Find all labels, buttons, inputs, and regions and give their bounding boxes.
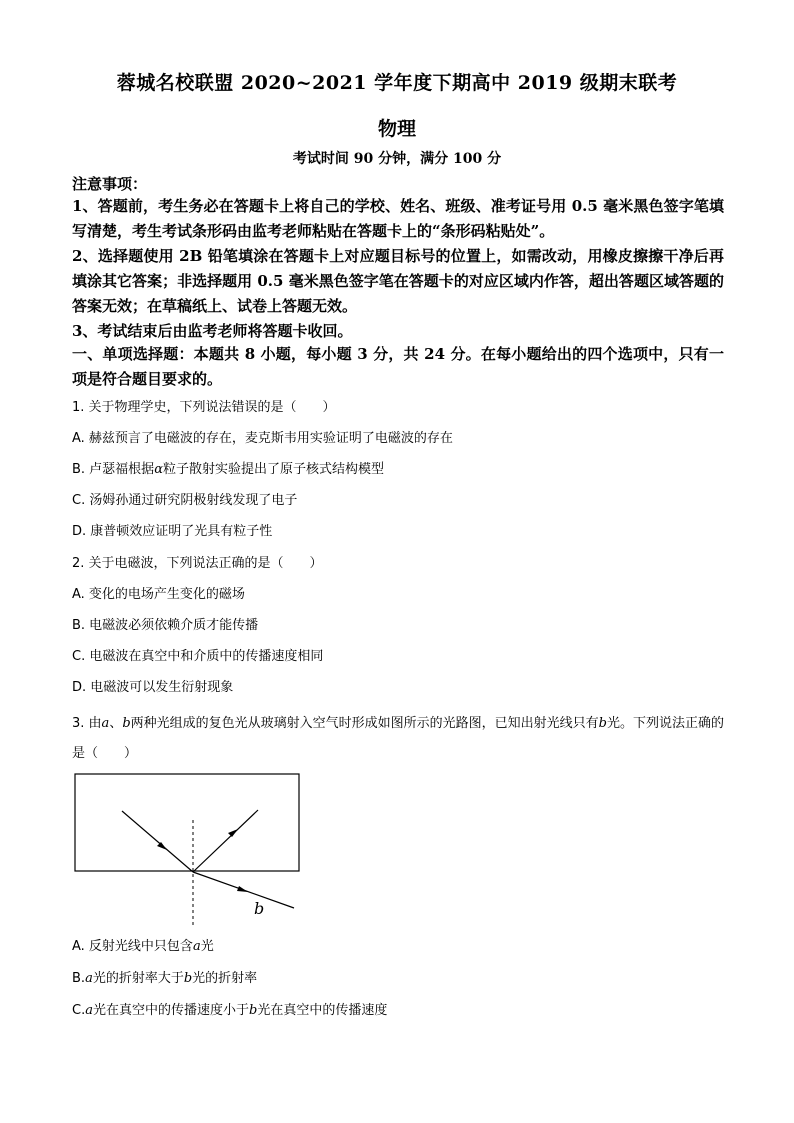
q3-stem-part: 光。下列说法正确的是（ ）	[72, 716, 725, 761]
q3-stem-part: 两种光组成的复色光从玻璃射入空气时形成如图所示的光路图，已知出射光线只有	[130, 716, 599, 731]
q1-option-c: C. 汤姆孙通过研究阴极射线发现了电子	[72, 493, 298, 508]
exam-title: 蓉城名校联盟 2020~2021 学年度下期高中 2019 级期末联考	[116, 72, 678, 94]
q3-option-b-mid: 光的折射率大于	[92, 971, 184, 986]
q3-option-a-post: 光	[200, 939, 214, 954]
note-item: 1、答题前，考生务必在答题卡上将自己的学校、姓名、班级、准考证号用 0.5 毫米黑色签字笔填写清楚，考生考试条形码由监考老师粘贴在答题卡上的“条形码粘贴处”。	[72, 197, 724, 240]
q1-option-b	[72, 460, 732, 480]
ray-b-label: b	[254, 899, 265, 918]
incident-arrow-icon	[157, 842, 167, 850]
q3-stem	[72, 709, 724, 769]
reflected-ray	[193, 810, 258, 872]
q3-option-b-post: 光的折射率	[192, 971, 258, 986]
q3-stem-part: 3. 由	[72, 716, 102, 731]
q3-option-a-pre: A. 反射光线中只包含	[72, 939, 193, 954]
exam-time-note: 考试时间 90 分钟，满分 100 分	[292, 151, 502, 167]
q1-option-a: A. 赫兹预言了电磁波的存在，麦克斯韦用实验证明了电磁波的存在	[72, 431, 453, 446]
q2-option-d: D. 电磁波可以发生衍射现象	[72, 680, 234, 695]
q2-option-b: B. 电磁波必须依赖介质才能传播	[72, 618, 259, 633]
q1-option-b-post: 粒子散射实验提出了原子核式结构模型	[162, 462, 384, 477]
note-item: 2、选择题使用 2B 铅笔填涂在答题卡上对应题目标号的位置上，如需改动，用橡皮擦擦干净后再填涂其它答案；非选择题用 0.5 毫米黑色签字笔在答题卡的对应区域内作答，超出答题区域答题的答案无效；在草稿纸上、试卷上答题无效。	[72, 247, 724, 315]
notes-list	[72, 194, 724, 344]
q3-option-c-mid: 光在真空中的传播速度小于	[92, 1003, 249, 1018]
q2-stem: 2. 关于电磁波，下列说法正确的是（ ）	[72, 556, 323, 571]
light-a-symbol: a	[85, 971, 93, 986]
light-b-symbol: b	[122, 716, 131, 731]
q1-stem: 1. 关于物理学史，下列说法错误的是（ ）	[72, 400, 336, 415]
q1-option-d: D. 康普顿效应证明了光具有粒子性	[72, 524, 273, 539]
light-a-symbol: a	[85, 1003, 93, 1018]
note-item: 3、考试结束后由监考老师将答题卡收回。	[72, 322, 353, 340]
light-b-symbol: b	[249, 1003, 258, 1018]
q3-option-c-pre: C.	[72, 1003, 86, 1018]
q1-option-b-pre: B. 卢瑟福根据	[72, 462, 155, 477]
q3-option-a	[72, 937, 732, 957]
q3-option-b	[72, 969, 732, 989]
alpha-symbol: α	[154, 462, 163, 477]
q3-stem-part: 、	[109, 716, 123, 731]
reflected-arrow-icon	[228, 829, 238, 837]
refracted-arrow-icon	[237, 886, 248, 892]
subject-title: 物理	[377, 118, 416, 140]
light-path-diagram	[72, 770, 312, 932]
notes-heading: 注意事项：	[72, 175, 148, 193]
light-a-symbol: a	[192, 939, 201, 954]
incident-ray	[122, 811, 193, 872]
q3-option-c-post: 光在真空中的传播速度	[257, 1003, 388, 1018]
glass-block	[75, 774, 299, 871]
section-1-heading: 一、单项选择题：本题共 8 小题，每小题 3 分，共 24 分。在每小题给出的四个选项中，只有一项是符合题目要求的。	[72, 345, 724, 388]
q2-option-a: A. 变化的电场产生变化的磁场	[72, 587, 245, 602]
q3-option-c	[72, 1001, 732, 1021]
light-b-symbol: b	[598, 716, 607, 731]
q3-option-b-pre: B.	[72, 971, 86, 986]
q2-option-c: C. 电磁波在真空中和介质中的传播速度相同	[72, 649, 324, 664]
light-b-symbol: b	[183, 971, 193, 986]
light-a-symbol: a	[101, 716, 110, 731]
